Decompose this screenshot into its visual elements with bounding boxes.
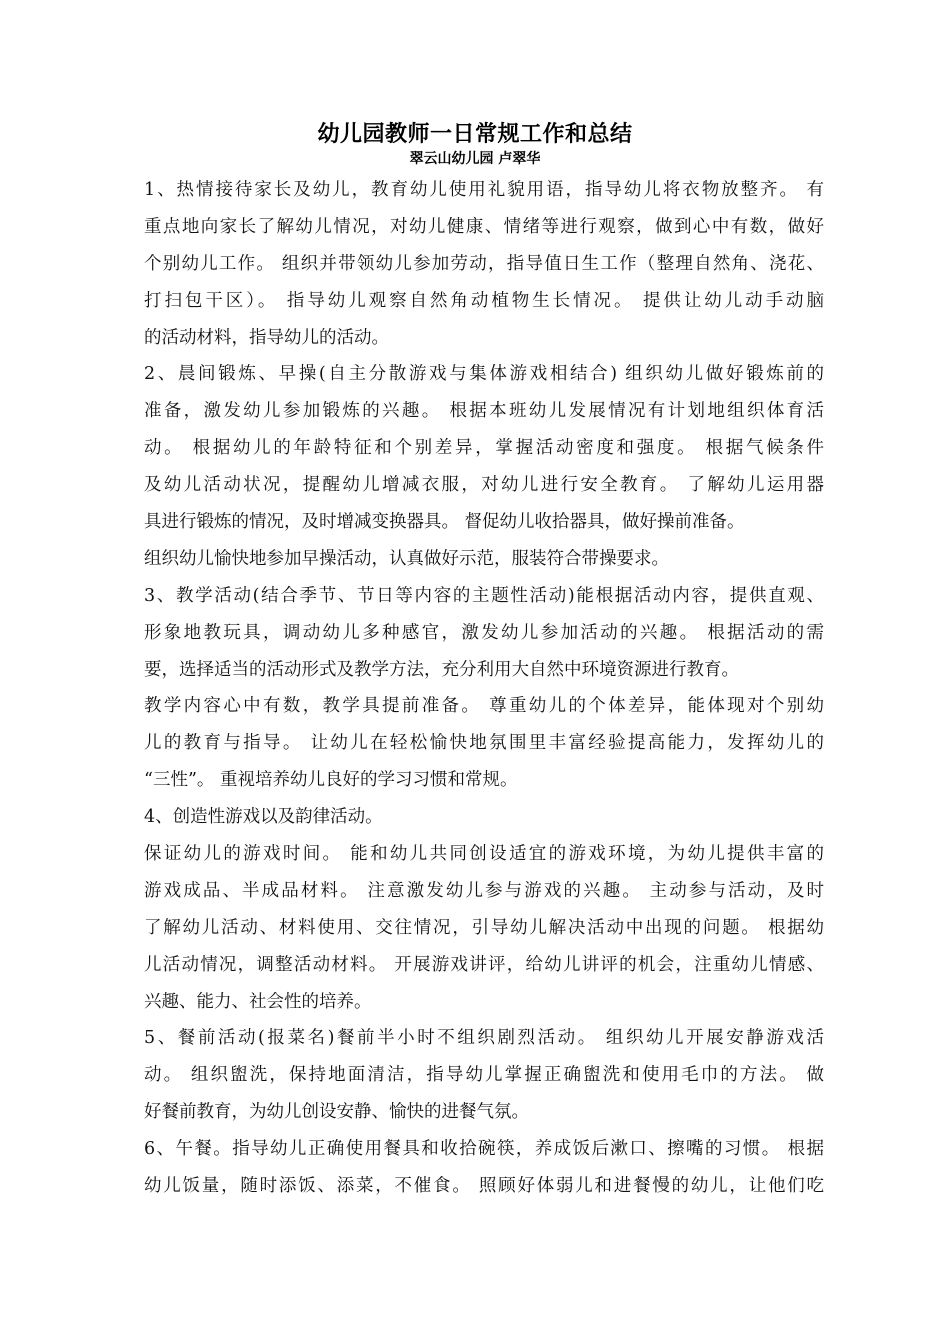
paragraph-line: 动。 根据幼儿的年龄特征和个别差异，掌握活动密度和强度。 根据气候条件 bbox=[144, 438, 824, 459]
paragraph-line: 6、午餐。指导幼儿正确使用餐具和收拾碗筷，养成饭后漱口、擦嘴的习惯。 根据 bbox=[144, 1139, 824, 1160]
paragraph-line: 的活动材料，指导幼儿的活动。 bbox=[144, 327, 389, 348]
paragraph-line: 好餐前教育，为幼儿创设安静、愉快的进餐气氛。 bbox=[144, 1102, 529, 1123]
paragraph-line: 兴趣、能力、社会性的培养。 bbox=[144, 991, 372, 1012]
paragraph-line: 2、晨间锻炼、早操(自主分散游戏与集体游戏相结合) 组织幼儿做好锻炼前的 bbox=[144, 364, 824, 385]
paragraph-line: 个别幼儿工作。 组织并带领幼儿参加劳动，指导值日生工作（整理自然角、浇花、 bbox=[144, 253, 824, 274]
paragraph-line: 3、教学活动(结合季节、节日等内容的主题性活动)能根据活动内容，提供直观、 bbox=[144, 585, 824, 606]
document-subtitle: 翠云山幼儿园 卢翠华 bbox=[409, 151, 541, 167]
paragraph-line: 重点地向家长了解幼儿情况，对幼儿健康、情绪等进行观察，做到心中有数，做好 bbox=[144, 216, 824, 237]
paragraph-line: 准备，激发幼儿参加锻炼的兴趣。 根据本班幼儿发展情况有计划地组织体育活 bbox=[144, 401, 824, 422]
paragraph-line: 及幼儿活动状况，提醒幼儿增减衣服，对幼儿进行安全教育。 了解幼儿运用器 bbox=[144, 475, 824, 496]
paragraph-line: 1、热情接待家长及幼儿，教育幼儿使用礼貌用语，指导幼儿将衣物放整齐。 有 bbox=[144, 180, 824, 200]
document-body bbox=[144, 172, 824, 1205]
paragraph-line: 形象地教玩具，调动幼儿多种感官，激发幼儿参加活动的兴趣。 根据活动的需 bbox=[144, 622, 824, 643]
paragraph-line: 4、创造性游戏以及韵律活动。 bbox=[144, 807, 383, 828]
document-title: 幼儿园教师一日常规工作和总结 bbox=[317, 122, 633, 147]
paragraph-line: 了解幼儿活动、材料使用、交往情况，引导幼儿解决活动中出现的问题。 根据幼 bbox=[144, 917, 824, 938]
paragraph-line: 打扫包干区）。 指导幼儿观察自然角动植物生长情况。 提供让幼儿动手动脑 bbox=[144, 290, 824, 311]
paragraph-line: 保证幼儿的游戏时间。 能和幼儿共同创设适宜的游戏环境，为幼儿提供丰富的 bbox=[144, 844, 824, 865]
paragraph-line: 动。 组织盥洗，保持地面清洁，指导幼儿掌握正确盥洗和使用毛巾的方法。 做 bbox=[144, 1065, 824, 1086]
paragraph-line: 游戏成品、半成品材料。 注意激发幼儿参与游戏的兴趣。 主动参与活动，及时 bbox=[144, 880, 824, 901]
paragraph-line: 具进行锻炼的情况，及时增减变换器具。 督促幼儿收拾器具，做好操前准备。 bbox=[144, 512, 745, 533]
paragraph-line: 儿活动情况，调整活动材料。 开展游戏讲评，给幼儿讲评的机会，注重幼儿情感、 bbox=[144, 954, 824, 975]
paragraph-line: 5、餐前活动(报菜名)餐前半小时不组织剧烈活动。 组织幼儿开展安静游戏活 bbox=[144, 1028, 824, 1049]
paragraph-line: 组织幼儿愉快地参加早操活动，认真做好示范，服装符合带操要求。 bbox=[144, 548, 669, 569]
paragraph-line: 要，选择适当的活动形式及教学方法，充分利用大自然中环境资源进行教育。 bbox=[144, 659, 739, 680]
paragraph-line: 儿的教育与指导。 让幼儿在轻松愉快地氛围里丰富经验提高能力，发挥幼儿的 bbox=[144, 733, 824, 754]
paragraph-line: 教学内容心中有数，教学具提前准备。 尊重幼儿的个体差异，能体现对个别幼 bbox=[144, 696, 824, 717]
paragraph-line: 幼儿饭量，随时添饭、添菜，不催食。 照顾好体弱儿和进餐慢的幼儿，让他们吃 bbox=[144, 1176, 824, 1197]
paragraph-line: “三性”。 重视培养幼儿良好的学习习惯和常规。 bbox=[144, 770, 518, 791]
